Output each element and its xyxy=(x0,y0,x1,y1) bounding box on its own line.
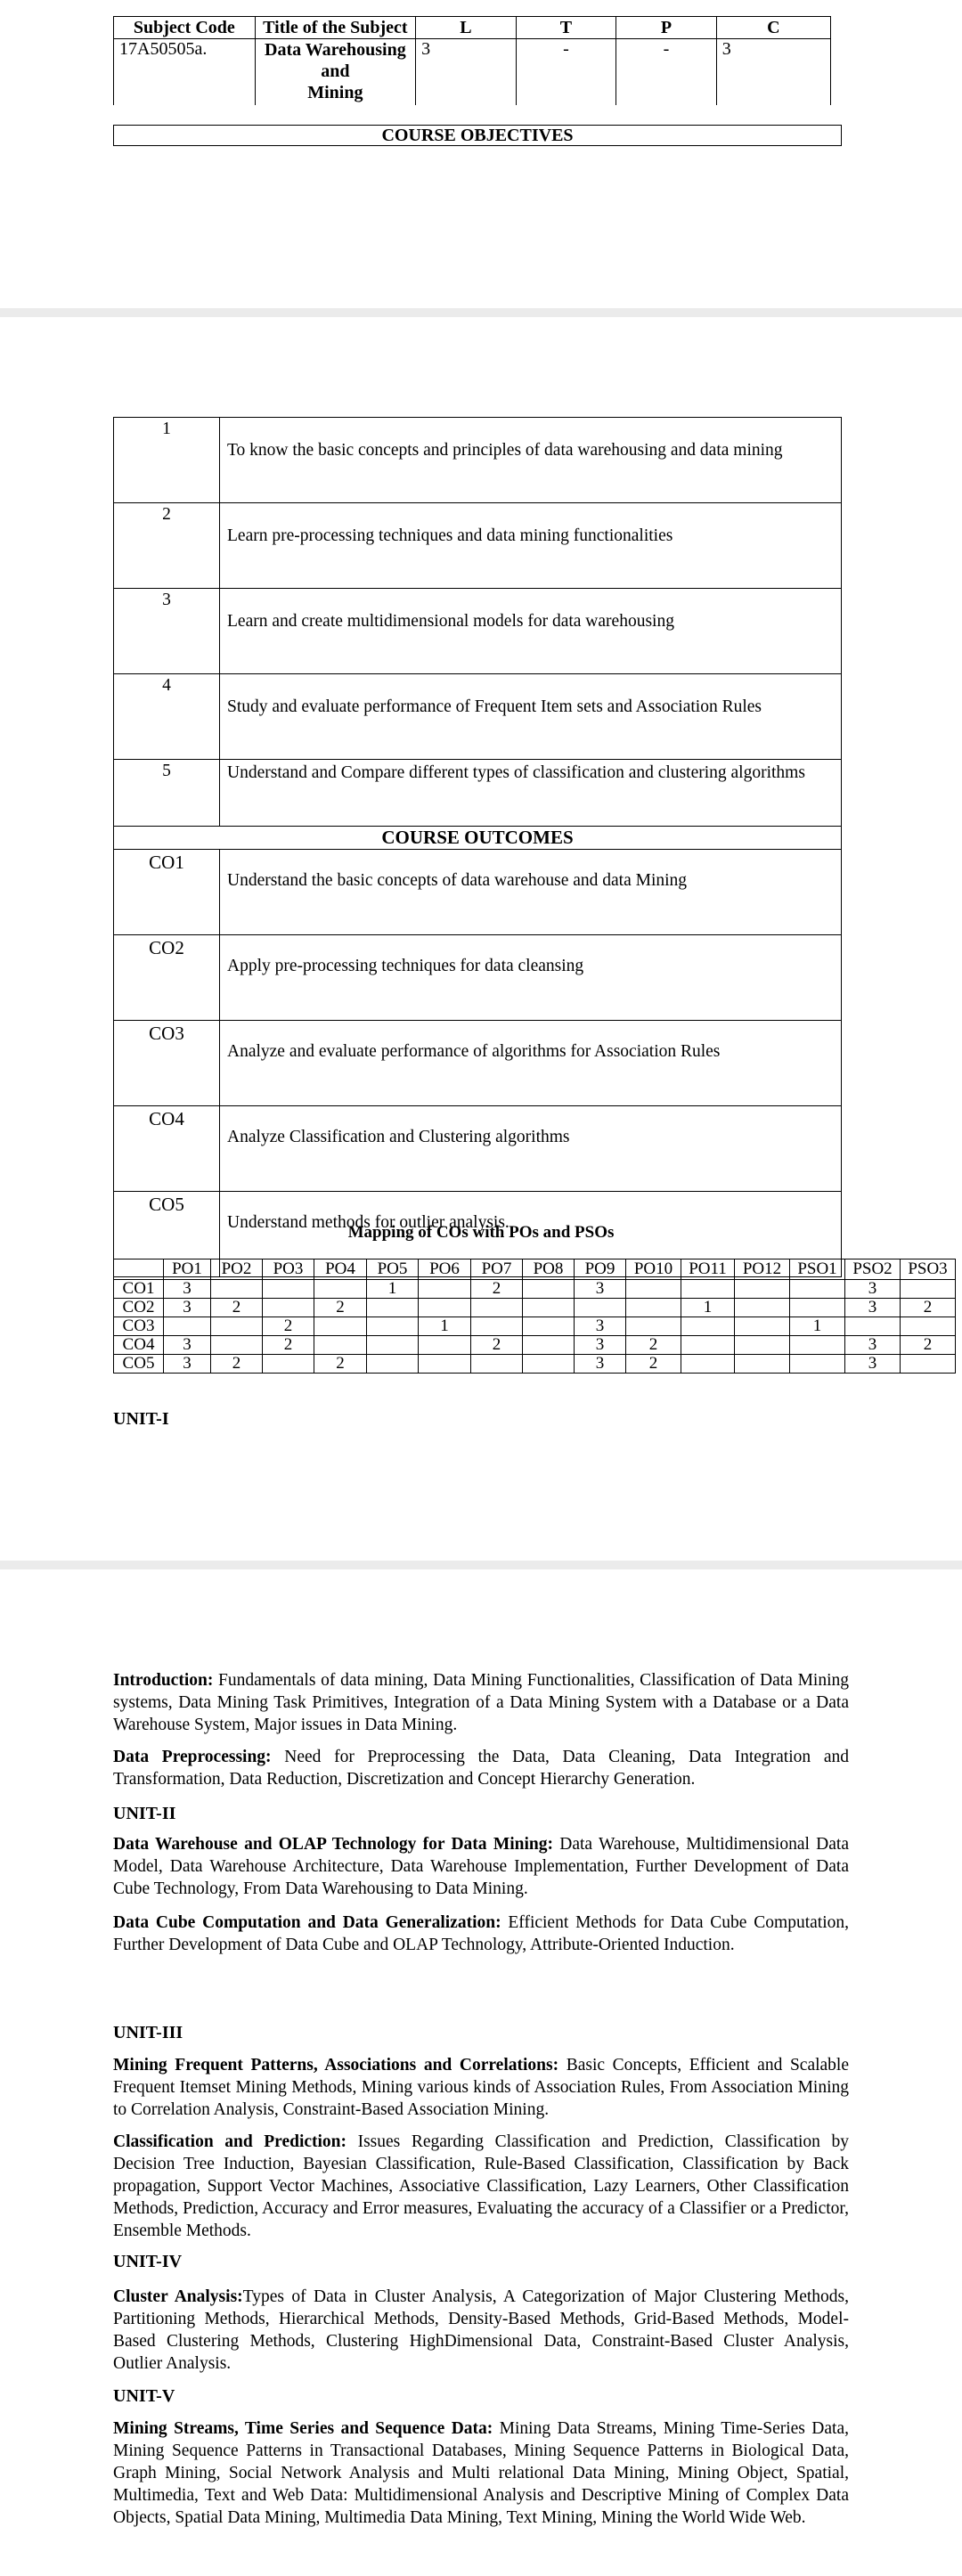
mapping-cell xyxy=(735,1317,790,1336)
outcome-code: CO3 xyxy=(114,1021,220,1106)
mapping-cell: 3 xyxy=(845,1280,901,1299)
mapping-cell: 2 xyxy=(211,1299,263,1317)
outcome-code: CO1 xyxy=(114,850,220,935)
col-l: L xyxy=(416,17,517,39)
mapping-cell: 2 xyxy=(263,1317,314,1336)
mapping-co-label: CO4 xyxy=(114,1336,164,1355)
objective-number: 3 xyxy=(114,589,220,674)
mapping-header-cell: PO5 xyxy=(367,1259,419,1280)
mapping-co-label: CO2 xyxy=(114,1299,164,1317)
mapping-cell xyxy=(626,1280,681,1299)
mapping-cell: 2 xyxy=(471,1280,523,1299)
objective-row xyxy=(114,760,842,827)
mapping-cell xyxy=(523,1355,575,1374)
unit-title: UNIT-II xyxy=(113,1804,176,1823)
outcome-text: Understand the basic concepts of data warehouse and data Mining xyxy=(220,850,842,935)
mapping-cell xyxy=(471,1355,523,1374)
mapping-header-cell: PO10 xyxy=(626,1259,681,1280)
objective-row xyxy=(114,418,842,503)
section-text: Data Warehouse, Multidimensional Data Model, Data Warehouse Architecture, Data Warehouse Implementation, Further Development of Data Cube Technology, From Data Warehousing to Data Mining. xyxy=(113,1835,849,1898)
mapping-cell: 1 xyxy=(681,1299,735,1317)
mapping-co-label: CO5 xyxy=(114,1355,164,1374)
section-text: Types of Data in Cluster Analysis, A Categorization of Major Clustering Methods, Partitioning Methods, Hierarchical Methods, Density-Based Methods, Grid-Based Methods, Model-Based Clustering Methods, Clustering HighDimensional Data, Constraint-Based Cluster Analysis, Outlier Analysis. xyxy=(113,2287,849,2373)
mapping-cell xyxy=(901,1280,956,1299)
subject-title-line: Data Warehousing xyxy=(265,40,406,60)
mapping-header-cell: PO2 xyxy=(211,1259,263,1280)
mapping-cell xyxy=(419,1355,471,1374)
mapping-cell xyxy=(471,1317,523,1336)
mapping-cell: 1 xyxy=(367,1280,419,1299)
mapping-cell xyxy=(681,1355,735,1374)
mapping-header-cell: PO11 xyxy=(681,1259,735,1280)
mapping-cell xyxy=(790,1355,845,1374)
mapping-header-cell: PO1 xyxy=(164,1259,211,1280)
outcomes-heading-row xyxy=(114,827,842,850)
subject-title-line: and xyxy=(321,61,350,81)
course-objectives-heading: COURSE OBJECTIVES xyxy=(113,125,842,146)
mapping-cell xyxy=(626,1317,681,1336)
section-text: Issues Regarding Classification and Prediction, Classification by Decision Tree Induction, Bayesian Classification, Rule-Based Classification, Classification by Back propagation, Support Vector Machines, Associative Classification, Lazy Learners, Other Classification Methods, Prediction, Accuracy and Error measures, Evaluating the accuracy of a Classifier or a Predictor, Ensemble Methods. xyxy=(113,2132,849,2240)
mapping-cell xyxy=(314,1336,367,1355)
unit1-introduction xyxy=(113,1669,849,1736)
unit2-data-cube xyxy=(113,1912,849,1956)
mapping-cell xyxy=(523,1280,575,1299)
col-subject-code: Subject Code xyxy=(114,17,256,39)
mapping-cell xyxy=(164,1317,211,1336)
mapping-cell xyxy=(735,1280,790,1299)
section-heading: Mining Frequent Patterns, Associations and Correlations: xyxy=(113,2056,559,2075)
mapping-cell: 3 xyxy=(845,1355,901,1374)
mapping-header-row xyxy=(114,1259,956,1280)
mapping-cell xyxy=(901,1355,956,1374)
value-p: - xyxy=(616,39,717,106)
outcome-text: Apply pre-processing techniques for data cleansing xyxy=(220,935,842,1021)
mapping-cell xyxy=(523,1336,575,1355)
unit-title: UNIT-I xyxy=(113,1409,169,1429)
mapping-header-cell: PSO1 xyxy=(790,1259,845,1280)
mapping-cell xyxy=(263,1355,314,1374)
section-heading: Data Warehouse and OLAP Technology for Data Mining: xyxy=(113,1835,553,1854)
mapping-cell xyxy=(681,1336,735,1355)
subject-title xyxy=(255,39,415,106)
mapping-cell: 3 xyxy=(164,1355,211,1374)
mapping-cell xyxy=(263,1299,314,1317)
mapping-row xyxy=(114,1336,956,1355)
mapping-cell xyxy=(735,1299,790,1317)
mapping-cell xyxy=(523,1299,575,1317)
mapping-header-cell: PSO2 xyxy=(845,1259,901,1280)
unit2-olap xyxy=(113,1833,849,1900)
objective-text xyxy=(220,760,842,827)
value-t: - xyxy=(516,39,616,106)
section-text: Efficient Methods for Data Cube Computation, Further Development of Data Cube and OLAP Technology, Attribute-Oriented Induction. xyxy=(113,1913,849,1954)
outcome-text: Analyze Classification and Clustering algorithms xyxy=(220,1106,842,1192)
section-heading: Introduction: xyxy=(113,1671,214,1690)
mapping-title: Mapping of COs with POs and PSOs xyxy=(347,1223,615,1242)
mapping-row xyxy=(114,1299,956,1317)
subject-code: 17A50505a. xyxy=(114,39,256,106)
unit3-classification xyxy=(113,2131,849,2242)
mapping-header-cell xyxy=(114,1259,164,1280)
mapping-cell: 2 xyxy=(471,1336,523,1355)
mapping-header-cell: PO12 xyxy=(735,1259,790,1280)
mapping-cell xyxy=(790,1336,845,1355)
section-text: Mining Data Streams, Mining Time-Series Data, Mining Sequence Patterns in Transactional Databases, Mining Sequence Patterns in Biological Data, Graph Mining, Social Network Analysis and Multi relational Data Mining, Mining Object, Spatial, Multimedia, Text and Web Data: Multidimensional Analysis and Descriptive Mining of Complex Data Objects, Spatial Data Mining, Multimedia Data Mining, Text Mining, Mining the World Wide Web. xyxy=(113,2419,849,2527)
mapping-cell xyxy=(211,1280,263,1299)
objective-text: To know the basic concepts and principles of data warehousing and data mining xyxy=(220,418,842,503)
mapping-cell: 2 xyxy=(901,1299,956,1317)
mapping-cell xyxy=(211,1317,263,1336)
mapping-cell: 3 xyxy=(575,1317,626,1336)
section-text: Fundamentals of data mining, Data Mining Functionalities, Classification of Data Mining systems, Data Mining Task Primitives, Integration of a Data Mining System with a Database or a Data Warehouse System, Major issues in Data Mining. xyxy=(113,1671,849,1734)
mapping-cell xyxy=(575,1299,626,1317)
section-text: Need for Preprocessing the Data, Data Cleaning, Data Integration and Transformation, Data Reduction, Discretization and Concept Hierarchy Generation. xyxy=(113,1748,849,1789)
subject-row xyxy=(114,39,831,106)
mapping-cell xyxy=(790,1299,845,1317)
mapping-cell: 3 xyxy=(575,1336,626,1355)
outcome-row xyxy=(114,1021,842,1106)
objective-text: Learn and create multidimensional models for data warehousing xyxy=(220,589,842,674)
col-title: Title of the Subject xyxy=(255,17,415,39)
unit1-preprocessing xyxy=(113,1746,849,1790)
mapping-cell xyxy=(471,1299,523,1317)
co-po-mapping-table xyxy=(113,1259,956,1374)
mapping-cell xyxy=(367,1336,419,1355)
section-heading: Mining Streams, Time Series and Sequence Data: xyxy=(113,2419,493,2438)
mapping-cell: 3 xyxy=(845,1299,901,1317)
mapping-cell: 2 xyxy=(626,1355,681,1374)
mapping-cell xyxy=(901,1317,956,1336)
value-c: 3 xyxy=(716,39,830,106)
outcome-row xyxy=(114,935,842,1021)
mapping-cell: 2 xyxy=(626,1336,681,1355)
mapping-header-cell: PO8 xyxy=(523,1259,575,1280)
objective-text-content: Understand and Compare different types of classification and clustering algorithms xyxy=(227,763,805,782)
mapping-co-label: CO3 xyxy=(114,1317,164,1336)
mapping-cell: 3 xyxy=(164,1336,211,1355)
objective-number: 2 xyxy=(114,503,220,589)
unit5-mining-streams xyxy=(113,2417,849,2529)
mapping-cell xyxy=(419,1280,471,1299)
outcome-code: CO2 xyxy=(114,935,220,1021)
objective-row xyxy=(114,589,842,674)
mapping-cell xyxy=(845,1317,901,1336)
outcome-text: Analyze and evaluate performance of algorithms for Association Rules xyxy=(220,1021,842,1106)
objectives-outcomes-table xyxy=(113,417,842,1277)
mapping-co-label: CO1 xyxy=(114,1280,164,1299)
mapping-cell: 2 xyxy=(314,1299,367,1317)
mapping-cell: 3 xyxy=(845,1336,901,1355)
unit-title: UNIT-IV xyxy=(113,2252,183,2271)
outcome-code: CO5 xyxy=(114,1192,220,1277)
mapping-row xyxy=(114,1280,956,1299)
col-c: C xyxy=(716,17,830,39)
mapping-cell: 3 xyxy=(575,1280,626,1299)
mapping-cell xyxy=(263,1280,314,1299)
mapping-cell xyxy=(626,1299,681,1317)
outcome-row xyxy=(114,850,842,935)
mapping-cell xyxy=(367,1317,419,1336)
unit3-frequent-patterns xyxy=(113,2054,849,2121)
mapping-cell xyxy=(681,1317,735,1336)
objective-text: Learn pre-processing techniques and data mining functionalities xyxy=(220,503,842,589)
mapping-header-cell: PO6 xyxy=(419,1259,471,1280)
outcome-code: CO4 xyxy=(114,1106,220,1192)
mapping-cell xyxy=(419,1299,471,1317)
value-l: 3 xyxy=(416,39,517,106)
outcome-row xyxy=(114,1106,842,1192)
mapping-row xyxy=(114,1317,956,1336)
mapping-cell: 2 xyxy=(211,1355,263,1374)
mapping-cell xyxy=(314,1317,367,1336)
mapping-cell xyxy=(367,1299,419,1317)
section-heading: Classification and Prediction: xyxy=(113,2132,347,2151)
section-text: Basic Concepts, Efficient and Scalable Frequent Itemset Mining Methods, Mining various kinds of Association Rules, From Association Mining to Correlation Analysis, Constraint-Based Association Mining. xyxy=(113,2056,849,2119)
mapping-cell: 1 xyxy=(790,1317,845,1336)
outcome-text: Understand methods for outlier analysis. xyxy=(220,1192,842,1277)
objective-row xyxy=(114,674,842,760)
subject-header-table xyxy=(113,16,831,105)
objective-number: 5 xyxy=(114,760,220,827)
objective-number: 4 xyxy=(114,674,220,760)
mapping-cell xyxy=(681,1280,735,1299)
mapping-header-cell: PO9 xyxy=(575,1259,626,1280)
objective-number: 1 xyxy=(114,418,220,503)
unit4-cluster-analysis xyxy=(113,2286,849,2375)
mapping-cell xyxy=(735,1336,790,1355)
mapping-cell xyxy=(314,1280,367,1299)
mapping-header-cell: PO4 xyxy=(314,1259,367,1280)
mapping-row xyxy=(114,1355,956,1374)
mapping-cell xyxy=(735,1355,790,1374)
mapping-header-cell: PO3 xyxy=(263,1259,314,1280)
mapping-cell xyxy=(523,1317,575,1336)
subject-title-line: Mining xyxy=(307,83,363,102)
unit-title: UNIT-V xyxy=(113,2386,175,2406)
mapping-cell xyxy=(211,1336,263,1355)
objective-text: Study and evaluate performance of Frequent Item sets and Association Rules xyxy=(220,674,842,760)
section-heading: Cluster Analysis: xyxy=(113,2287,243,2306)
page-break xyxy=(0,308,962,317)
mapping-cell: 2 xyxy=(314,1355,367,1374)
mapping-header-cell: PSO3 xyxy=(901,1259,956,1280)
objective-row xyxy=(114,503,842,589)
mapping-cell xyxy=(367,1355,419,1374)
header-row xyxy=(114,17,831,39)
page-break xyxy=(0,1561,962,1569)
mapping-cell xyxy=(790,1280,845,1299)
mapping-cell: 1 xyxy=(419,1317,471,1336)
col-p: P xyxy=(616,17,717,39)
mapping-cell: 3 xyxy=(164,1280,211,1299)
mapping-cell: 2 xyxy=(263,1336,314,1355)
col-t: T xyxy=(516,17,616,39)
section-heading: Data Cube Computation and Data Generalization: xyxy=(113,1913,501,1932)
mapping-header-cell: PO7 xyxy=(471,1259,523,1280)
mapping-cell xyxy=(419,1336,471,1355)
mapping-cell: 3 xyxy=(164,1299,211,1317)
unit-title: UNIT-III xyxy=(113,2023,183,2042)
mapping-cell: 3 xyxy=(575,1355,626,1374)
course-outcomes-heading: COURSE OUTCOMES xyxy=(114,827,842,850)
mapping-cell: 2 xyxy=(901,1336,956,1355)
section-heading: Data Preprocessing: xyxy=(113,1748,272,1766)
